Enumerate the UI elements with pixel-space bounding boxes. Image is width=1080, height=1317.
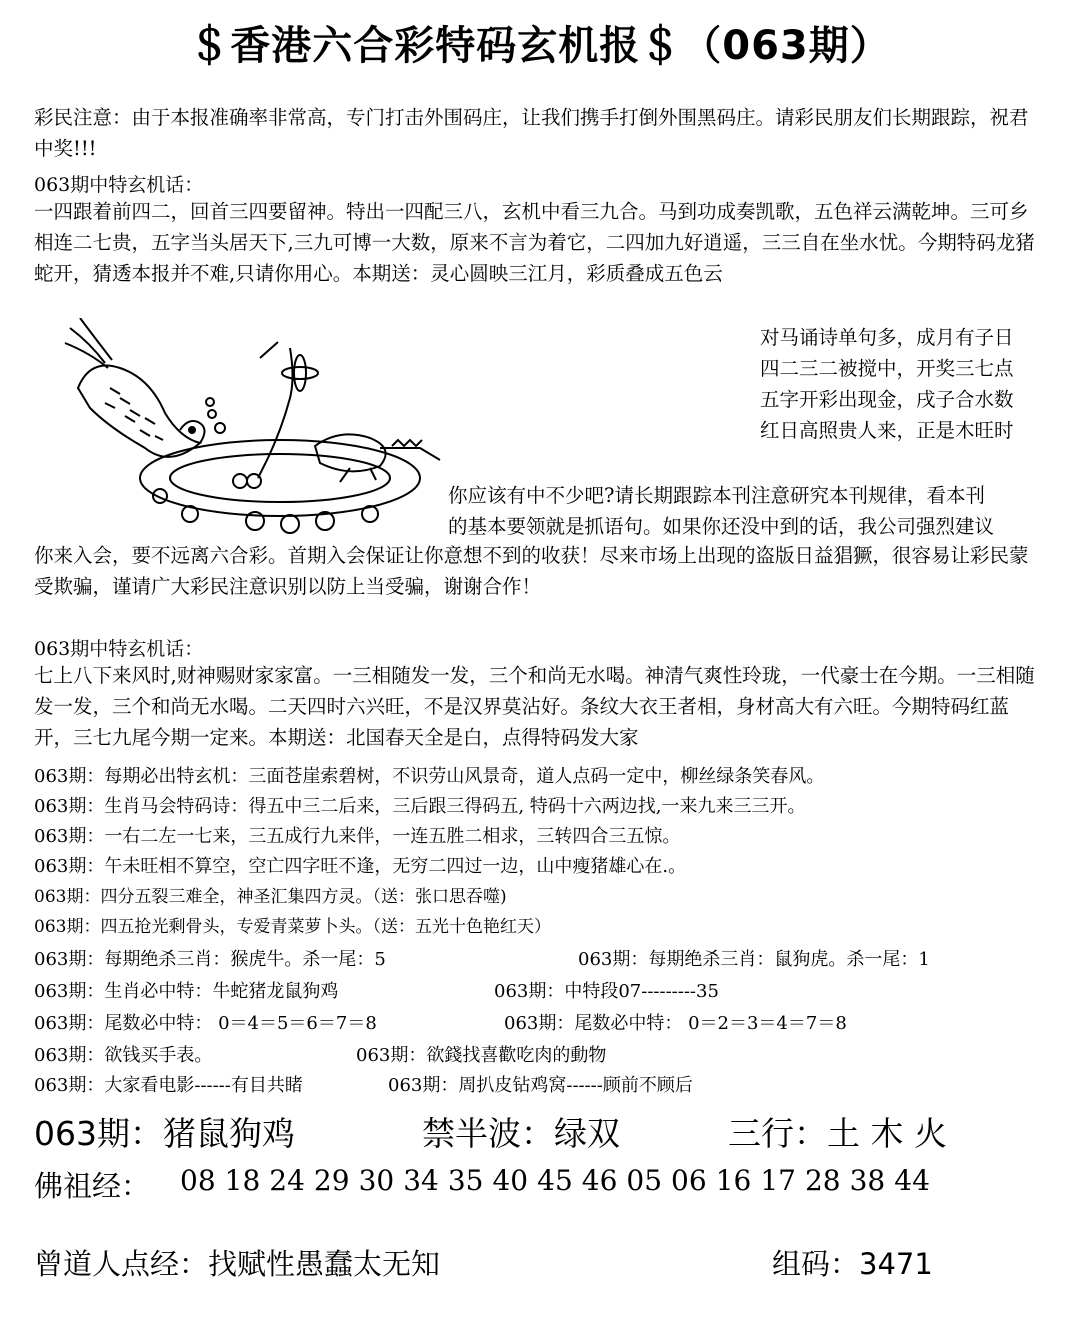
summary-elements: 三行：土 木 火: [728, 1114, 947, 1153]
prediction-line: 063期：一右二左一七来，三五成行九来伴，一连五胜二相求，三转四合三五惊。: [34, 826, 681, 847]
section2-text: 七上八下来风时,财神赐财家家富。一三相随发一发，三个和尚无水喝。神清气爽性玲珑，一代豪士在今期。一三相随发一发，三个和尚无水喝。二天四时六兴旺，不是汉界莫沾好。条纹大衣王者相，身材高大有六旺。今期特码红蓝开，三七九尾今期一定来。本期送：北国春天全是白，点得特码发大家: [34, 664, 1035, 749]
buddha-number: 34: [403, 1164, 439, 1197]
buddha-number: 44: [894, 1164, 930, 1197]
group-code: 组码：3471: [772, 1247, 933, 1281]
buddha-number: 17: [760, 1164, 796, 1197]
pair-left: 063期：欲钱买手表。: [34, 1045, 213, 1066]
buddha-number: 05: [626, 1164, 663, 1197]
summary-ban: 禁半波：绿双: [422, 1114, 620, 1153]
prediction-line: 063期：四五抢光剩骨头，专爱青菜萝卜头。（送：五光十色艳红天）: [34, 917, 551, 937]
section1-text: 一四跟着前四二，回首三四要留神。特出一四配三八，玄机中看三九合。马到功成奏凯歌，五色祥云满乾坤。三可乡相连二七贵，五字当头居天下,三九可博一大数，原来不言为着它，二四加九好逍遥，三三自在坐水忧。今期特码龙猪蛇开，猜透本报并不难,只请你用心。本期送：灵心圆映三江月，彩质叠成五色云: [34, 200, 1035, 285]
pair-right: 063期：中特段07---------35: [494, 981, 719, 1002]
buddha-number: 28: [804, 1164, 841, 1197]
promo-line-1: 你应该有中不少吧?请长期跟踪本刊注意研究本刊规律，看本刊: [448, 484, 985, 507]
buddha-number: 16: [715, 1164, 752, 1197]
pair-left: 063期：大家看电影------有目共睹: [34, 1075, 303, 1096]
prediction-line: 063期：午未旺相不算空，空亡四字旺不逢，无穷二四过一边，山中瘦猪雄心在.。: [34, 856, 687, 877]
buddha-number: 35: [447, 1164, 484, 1197]
pair-left: 063期：每期绝杀三肖：猴虎牛。杀一尾：5: [34, 949, 386, 970]
pair-left: 063期：尾数必中特： 0＝4＝5＝6＝7＝8: [34, 1013, 377, 1034]
poem-line: 五字开彩出现金，戌子合水数: [760, 388, 1014, 411]
section1-heading: 063期中特玄机话：: [34, 174, 204, 196]
promo-line-2: 的基本要领就是抓语句。如果你还没中到的话，我公司强烈建议: [448, 515, 995, 538]
prediction-line: 063期：四分五裂三难全，神圣汇集四方灵。（送：张口思吞噬): [34, 887, 507, 907]
section2-heading: 063期中特玄机话：: [34, 638, 204, 660]
buddha-number: 30: [358, 1164, 395, 1197]
buddha-number: 08: [180, 1164, 216, 1197]
notice-text: 彩民注意：由于本报准确率非常高，专门打击外围码庄，让我们携手打倒外围黑码庄。请彩民朋友们长期跟踪，祝君中奖!!!: [34, 106, 1029, 160]
buddha-number: 46: [581, 1164, 618, 1197]
buddha-number: 29: [313, 1164, 350, 1197]
poem-line: 红日高照贵人来，正是木旺时: [760, 419, 1014, 442]
pair-right: 063期：欲錢找喜歡吃肉的動物: [356, 1045, 607, 1066]
poem-line: 对马诵诗单句多，成月有子日: [760, 326, 1014, 349]
page-title: ＄香港六合彩特码玄机报＄（063期）: [189, 23, 891, 69]
fish-coin-illustration: [50, 318, 460, 538]
pair-left: 063期：生肖必中特：牛蛇猪龙鼠狗鸡: [34, 981, 339, 1002]
buddha-number: 18: [224, 1164, 261, 1197]
buddha-label: 佛祖经：: [34, 1169, 151, 1203]
sutra-text: 曾道人点经：找赋性愚蠢太无知: [34, 1247, 441, 1281]
summary-zodiac: 063期：猪鼠狗鸡: [34, 1114, 295, 1153]
buddha-numbers: [180, 1164, 939, 1197]
pair-right: 063期：每期绝杀三肖：鼠狗虎。杀一尾：1: [578, 949, 930, 970]
buddha-number: 06: [671, 1164, 707, 1197]
buddha-number: 40: [492, 1164, 529, 1197]
pair-right: 063期：周扒皮钻鸡窝------顾前不顾后: [388, 1075, 693, 1096]
buddha-number: 24: [269, 1164, 305, 1197]
prediction-line: 063期：每期必出特玄机：三面苍崖索碧树，不识劳山风景奇，道人点码一定中，柳丝绿条笑春风。: [34, 766, 825, 787]
buddha-number: 45: [537, 1164, 573, 1197]
prediction-line: 063期：生肖马会特码诗：得五中三二后来，三后跟三得码五, 特码十六两边找,一来九来三三开。: [34, 796, 806, 817]
promo-rest: 你来入会，要不远离六合彩。首期入会保证让你意想不到的收获！尽来市场上出现的盗版日益猖獗，很容易让彩民蒙受欺骗，谨请广大彩民注意识别以防上当受骗，谢谢合作！: [34, 544, 1029, 598]
pair-right: 063期：尾数必中特： 0＝2＝3＝4＝7＝8: [504, 1013, 847, 1034]
poem-line: 四二三二被搅中，开奖三七点: [760, 357, 1014, 380]
buddha-number: 38: [849, 1164, 886, 1197]
